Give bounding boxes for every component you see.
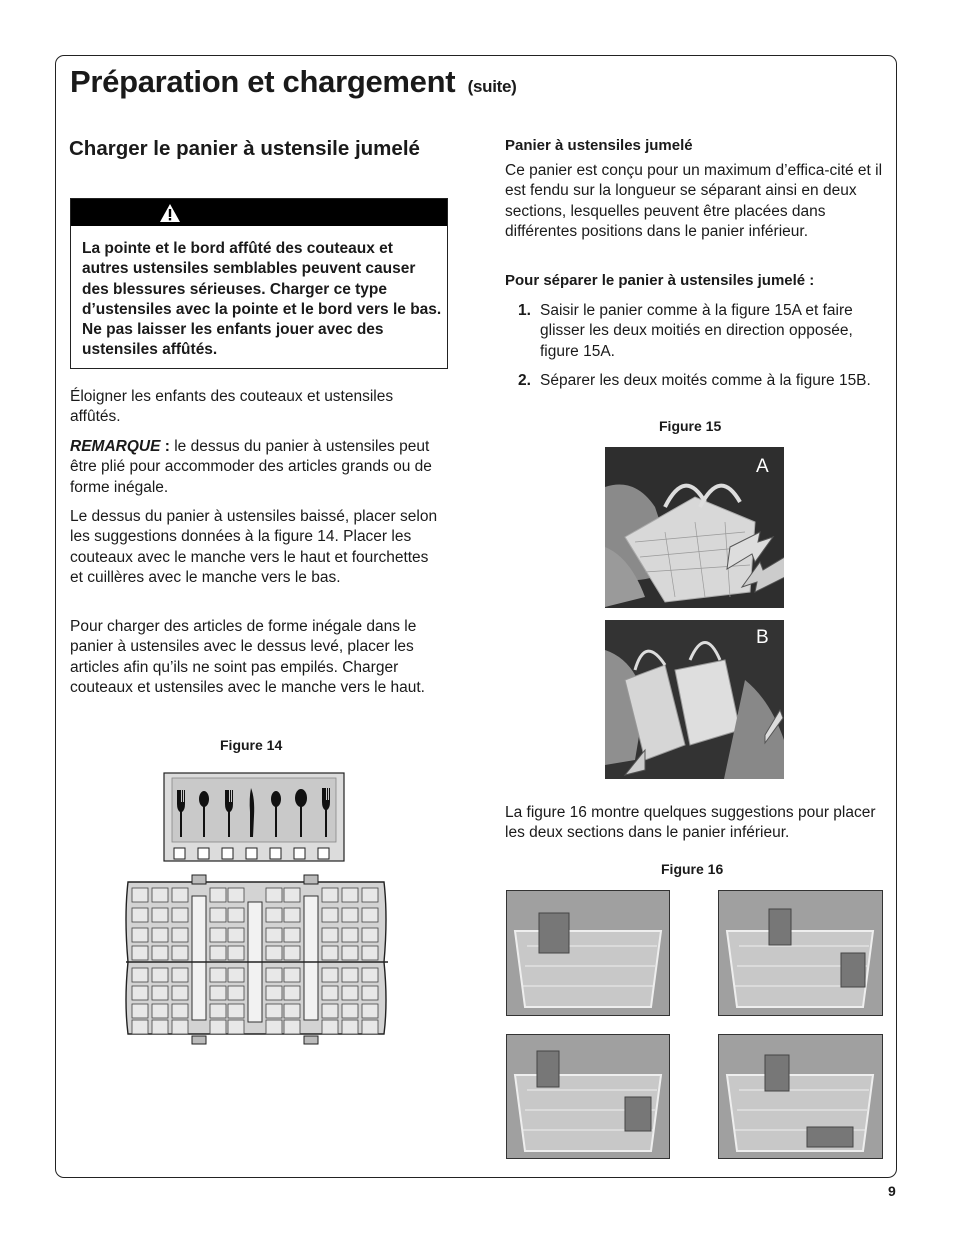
rack-photo-1 xyxy=(507,891,669,1015)
step-number: 1. xyxy=(518,302,531,319)
figure14-caption: Figure 14 xyxy=(220,737,283,753)
right-para-1: Ce panier est conçu pour un maximum d’effica-cité et il est fendu sur la longueur se séparant ainsi en deux sections, lesquelles peuvent être placées dans différentes positions dans le panier inférieur. xyxy=(505,162,883,240)
step-number: 2. xyxy=(518,372,531,389)
figure16-photo-3 xyxy=(506,1034,670,1159)
left-para-1: Éloigner les enfants des couteaux et ustensiles affûtés. xyxy=(70,388,394,426)
rack-photo-2 xyxy=(719,891,882,1015)
warning-text: La pointe et le bord affûté des couteaux et autres ustensiles semblables peuvent causer des blessures sérieuses. Charger ce type d’ustensiles avec la pointe et le bord vers le bas. Ne pas laisser les enfants jouer avec des ustensiles affûtés. xyxy=(82,240,442,359)
right-para-2: La figure 16 montre quelques suggestions pour placer les deux sections dans le panier inférieur. xyxy=(505,804,876,842)
page-number: 9 xyxy=(888,1183,896,1199)
left-para-3: Pour charger des articles de forme inégale dans le panier à ustensiles avec le dessus levé, placer les articles afin qu’ils ne soint pas empilés. Charger couteaux et ustensiles avec le manche vers le haut. xyxy=(70,618,425,696)
left-para-2: Le dessus du panier à ustensiles baissé, placer selon les suggestions données à la figure 14. Placer les couteaux avec le manche vers le haut et fourchettes et cuillères avec le manche vers le bas. xyxy=(70,508,438,586)
figure15b-label: B xyxy=(756,627,769,648)
step-text: Séparer les deux moités comme à la figure 15B. xyxy=(540,372,871,389)
list-item xyxy=(518,371,890,413)
title-main: Préparation et chargement xyxy=(70,64,456,99)
figure15b-photo xyxy=(605,620,784,779)
figure16-caption: Figure 16 xyxy=(661,861,724,877)
page-title xyxy=(70,64,517,100)
figure15a-label: A xyxy=(756,456,769,477)
figure15-caption: Figure 15 xyxy=(659,418,722,434)
figure15a-photo xyxy=(605,447,784,608)
figure16-photo-1 xyxy=(506,890,670,1016)
steps-title: Pour séparer le panier à ustensiles jumelé : xyxy=(505,272,815,289)
title-suffix: (suite) xyxy=(467,77,517,96)
note-label: REMARQUE xyxy=(70,438,161,455)
figure14-basket-diagram xyxy=(122,772,392,1052)
note-separator: : xyxy=(160,438,175,455)
warning-box xyxy=(70,198,448,369)
list-item xyxy=(518,301,890,363)
section-heading-right: Panier à ustensiles jumelé xyxy=(505,137,693,154)
note-paragraph xyxy=(70,437,445,498)
section-heading-left: Charger le panier à ustensile jumelé xyxy=(69,137,420,160)
warning-triangle-icon xyxy=(159,203,181,223)
rack-photo-4 xyxy=(719,1035,882,1158)
figure16-photo-4 xyxy=(718,1034,883,1159)
note-text: le dessus du panier à ustensiles peut être plié pour accommoder des articles grands ou de forme inégale. xyxy=(70,438,432,496)
figure16-photo-2 xyxy=(718,890,883,1016)
step-text: Saisir le panier comme à la figure 15A et faire glisser les deux moitiés en direction opposée, figure 15A. xyxy=(540,302,853,360)
warning-header-bar xyxy=(71,199,447,226)
rack-photo-3 xyxy=(507,1035,669,1158)
